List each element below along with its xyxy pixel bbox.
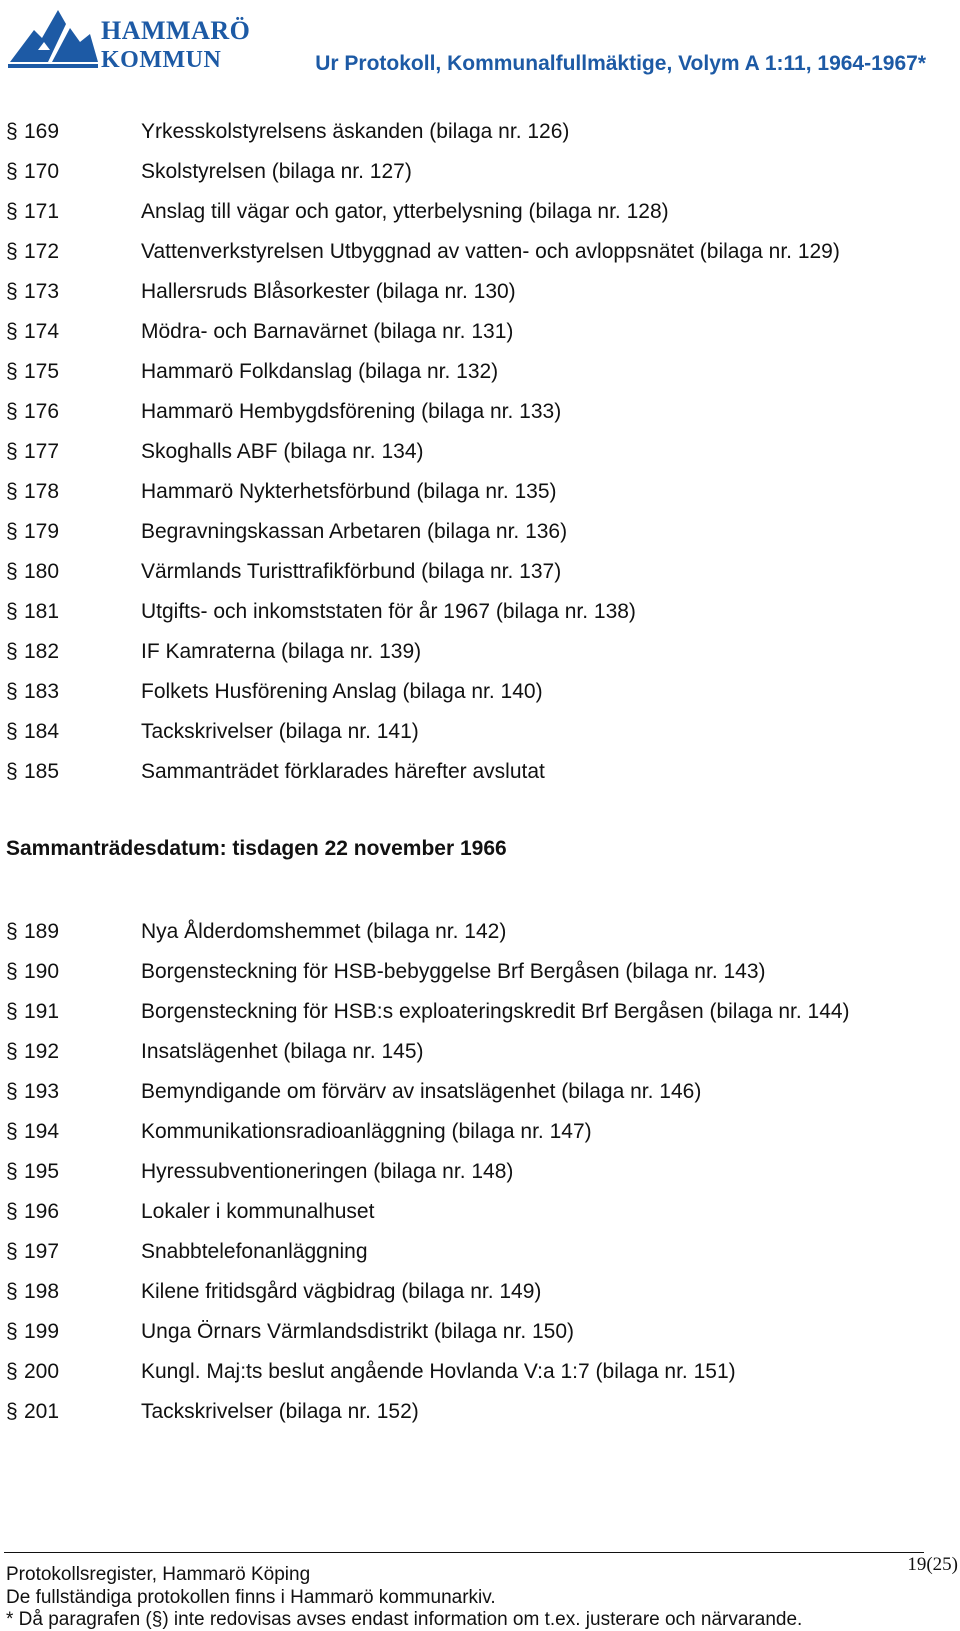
paragraph-row — [0, 1072, 960, 1112]
paragraph-list-2 — [0, 912, 960, 1432]
paragraph-row — [0, 232, 960, 272]
paragraph-title: Insatslägenhet (bilaga nr. 145) — [141, 1040, 424, 1063]
paragraph-number: 199 — [24, 1320, 60, 1343]
section-symbol: § — [6, 200, 18, 223]
paragraph-title: Hyressubventioneringen (bilaga nr. 148) — [141, 1160, 514, 1183]
paragraph-number: 174 — [24, 320, 60, 343]
paragraph-title: Mödra- och Barnavärnet (bilaga nr. 131) — [141, 320, 514, 343]
paragraph-row — [0, 1112, 960, 1152]
footer-archive-note: De fullständiga protokollen finns i Hammarö kommunarkiv. — [6, 1587, 496, 1608]
paragraph-row — [0, 432, 960, 472]
section-symbol: § — [6, 1400, 18, 1423]
paragraph-row — [0, 472, 960, 512]
section-symbol: § — [6, 600, 18, 623]
paragraph-number: 189 — [24, 920, 60, 943]
section-symbol: § — [6, 720, 18, 743]
section-symbol: § — [6, 1120, 18, 1143]
section-symbol: § — [6, 920, 18, 943]
paragraph-title: Sammanträdet förklarades härefter avslutat — [141, 760, 545, 783]
paragraph-title: Borgensteckning för HSB:s exploateringskredit Brf Bergåsen (bilaga nr. 144) — [141, 1000, 850, 1023]
paragraph-row — [0, 152, 960, 192]
section-symbol: § — [6, 280, 18, 303]
paragraph-row — [0, 1312, 960, 1352]
paragraph-row — [0, 512, 960, 552]
section-symbol: § — [6, 240, 18, 263]
paragraph-title: Hallersruds Blåsorkester (bilaga nr. 130) — [141, 280, 516, 303]
section-symbol: § — [6, 440, 18, 463]
paragraph-number: 194 — [24, 1120, 60, 1143]
hammaro-crest-icon — [8, 4, 98, 70]
paragraph-title: Tackskrivelser (bilaga nr. 152) — [141, 1400, 419, 1423]
paragraph-number: 191 — [24, 1000, 60, 1023]
paragraph-number: 183 — [24, 680, 60, 703]
section-symbol: § — [6, 1320, 18, 1343]
section-symbol: § — [6, 1360, 18, 1383]
section-symbol: § — [6, 760, 18, 783]
page-number: 19(25) — [907, 1554, 958, 1575]
section-symbol: § — [6, 360, 18, 383]
section-symbol: § — [6, 680, 18, 703]
section-symbol: § — [6, 520, 18, 543]
paragraph-title: Folkets Husförening Anslag (bilaga nr. 140) — [141, 680, 543, 703]
paragraph-row — [0, 712, 960, 752]
paragraph-number: 196 — [24, 1200, 60, 1223]
paragraph-number: 171 — [24, 200, 60, 223]
footer-divider — [4, 1552, 924, 1553]
paragraph-title: Hammarö Nykterhetsförbund (bilaga nr. 135) — [141, 480, 557, 503]
page-footer — [0, 1550, 960, 1629]
paragraph-number: 169 — [24, 120, 60, 143]
section-symbol: § — [6, 1200, 18, 1223]
paragraph-row — [0, 672, 960, 712]
paragraph-number: 201 — [24, 1400, 60, 1423]
section-symbol: § — [6, 1240, 18, 1263]
paragraph-row — [0, 1352, 960, 1392]
paragraph-number: 182 — [24, 640, 60, 663]
paragraph-title: Vattenverkstyrelsen Utbyggnad av vatten- och avloppsnätet (bilaga nr. 129) — [141, 240, 840, 263]
paragraph-number: 175 — [24, 360, 60, 383]
paragraph-title: Utgifts- och inkomststaten för år 1967 (bilaga nr. 138) — [141, 600, 636, 623]
paragraph-number: 195 — [24, 1160, 60, 1183]
logo-line-1: HAMMARÖ — [101, 16, 251, 45]
paragraph-list-1 — [0, 112, 960, 792]
section-symbol: § — [6, 1160, 18, 1183]
paragraph-title: Borgensteckning för HSB-bebyggelse Brf Bergåsen (bilaga nr. 143) — [141, 960, 766, 983]
paragraph-row — [0, 392, 960, 432]
logo-line-2: KOMMUN — [101, 47, 222, 73]
paragraph-row — [0, 1192, 960, 1232]
paragraph-title: Anslag till vägar och gator, ytterbelysning (bilaga nr. 128) — [141, 200, 669, 223]
paragraph-number: 181 — [24, 600, 60, 623]
paragraph-row — [0, 1232, 960, 1272]
section-symbol: § — [6, 640, 18, 663]
paragraph-row — [0, 272, 960, 312]
section-symbol: § — [6, 1040, 18, 1063]
paragraph-number: 173 — [24, 280, 60, 303]
section-symbol: § — [6, 320, 18, 343]
paragraph-row — [0, 312, 960, 352]
logo-wordmark — [101, 18, 250, 72]
section-symbol: § — [6, 960, 18, 983]
paragraph-title: Nya Ålderdomshemmet (bilaga nr. 142) — [141, 920, 507, 943]
paragraph-number: 178 — [24, 480, 60, 503]
paragraph-number: 185 — [24, 760, 60, 783]
paragraph-title: Unga Örnars Värmlandsdistrikt (bilaga nr. 150) — [141, 1320, 575, 1343]
paragraph-number: 198 — [24, 1280, 60, 1303]
paragraph-title: Skolstyrelsen (bilaga nr. 127) — [141, 160, 412, 183]
paragraph-row — [0, 352, 960, 392]
paragraph-row — [0, 1392, 960, 1432]
section-symbol: § — [6, 400, 18, 423]
hammaro-logo — [8, 4, 251, 74]
paragraph-number: 190 — [24, 960, 60, 983]
section-symbol: § — [6, 480, 18, 503]
paragraph-row — [0, 552, 960, 592]
paragraph-row — [0, 1272, 960, 1312]
paragraph-row — [0, 952, 960, 992]
paragraph-title: IF Kamraterna (bilaga nr. 139) — [141, 640, 422, 663]
paragraph-title: Värmlands Turisttrafikförbund (bilaga nr. 137) — [141, 560, 562, 583]
paragraph-row — [0, 1152, 960, 1192]
footer-paragraph-note: * Då paragrafen (§) inte redovisas avses endast information om t.ex. justerare och närvarande. — [6, 1609, 803, 1630]
page-header — [0, 0, 960, 90]
paragraph-number: 197 — [24, 1240, 60, 1263]
paragraph-number: 184 — [24, 720, 60, 743]
paragraph-number: 177 — [24, 440, 60, 463]
paragraph-title: Lokaler i kommunalhuset — [141, 1200, 375, 1223]
document-title: Ur Protokoll, Kommunalfullmäktige, Volym A 1:11, 1964-1967* — [315, 52, 926, 75]
paragraph-title: Hammarö Folkdanslag (bilaga nr. 132) — [141, 360, 499, 383]
paragraph-number: 176 — [24, 400, 60, 423]
section-symbol: § — [6, 1280, 18, 1303]
paragraph-row — [0, 112, 960, 152]
paragraph-row — [0, 632, 960, 672]
footer-register: Protokollsregister, Hammarö Köping — [6, 1564, 311, 1585]
paragraph-title: Kommunikationsradioanläggning (bilaga nr. 147) — [141, 1120, 592, 1143]
section-symbol: § — [6, 560, 18, 583]
paragraph-title: Begravningskassan Arbetaren (bilaga nr. 136) — [141, 520, 568, 543]
paragraph-title: Yrkesskolstyrelsens äskanden (bilaga nr. 126) — [141, 120, 570, 143]
paragraph-row — [0, 192, 960, 232]
paragraph-title: Tackskrivelser (bilaga nr. 141) — [141, 720, 419, 743]
section-symbol: § — [6, 160, 18, 183]
paragraph-number: 172 — [24, 240, 60, 263]
meeting-date-heading: Sammanträdesdatum: tisdagen 22 november 1966 — [6, 837, 507, 860]
paragraph-number: 200 — [24, 1360, 60, 1383]
paragraph-number: 179 — [24, 520, 60, 543]
paragraph-number: 180 — [24, 560, 60, 583]
paragraph-title: Skoghalls ABF (bilaga nr. 134) — [141, 440, 424, 463]
paragraph-title: Hammarö Hembygdsförening (bilaga nr. 133) — [141, 400, 562, 423]
paragraph-number: 192 — [24, 1040, 60, 1063]
paragraph-row — [0, 992, 960, 1032]
paragraph-row — [0, 592, 960, 632]
paragraph-row — [0, 1032, 960, 1072]
section-symbol: § — [6, 1000, 18, 1023]
paragraph-row — [0, 912, 960, 952]
paragraph-title: Snabbtelefonanläggning — [141, 1240, 368, 1263]
paragraph-title: Kilene fritidsgård vägbidrag (bilaga nr. 149) — [141, 1280, 542, 1303]
paragraph-number: 193 — [24, 1080, 60, 1103]
paragraph-number: 170 — [24, 160, 60, 183]
section-symbol: § — [6, 120, 18, 143]
paragraph-title: Bemyndigande om förvärv av insatslägenhet (bilaga nr. 146) — [141, 1080, 702, 1103]
section-symbol: § — [6, 1080, 18, 1103]
paragraph-title: Kungl. Maj:ts beslut angående Hovlanda V:a 1:7 (bilaga nr. 151) — [141, 1360, 736, 1383]
paragraph-row — [0, 752, 960, 792]
